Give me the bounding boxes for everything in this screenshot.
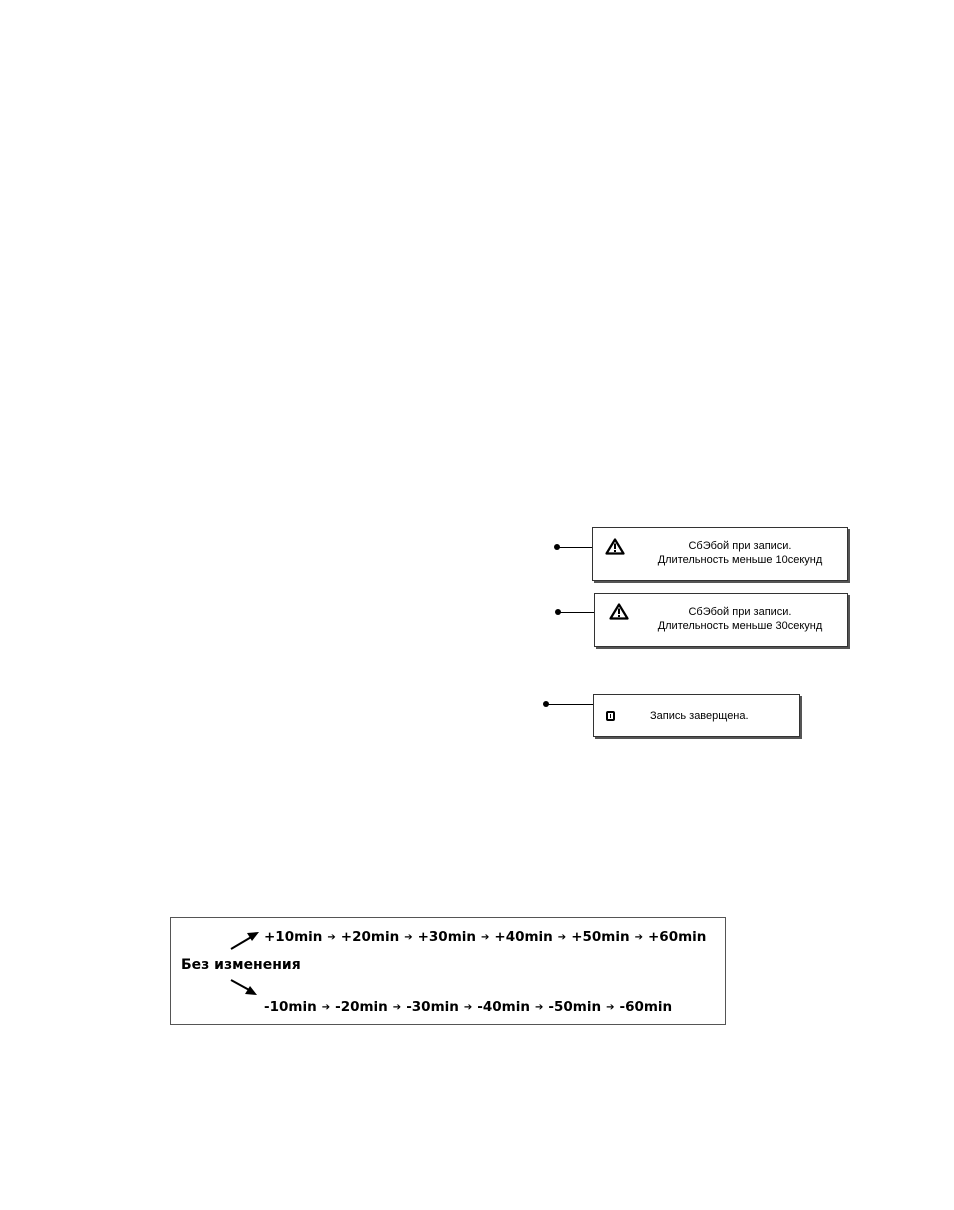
step-plus-10: +10min bbox=[264, 929, 323, 945]
time-adjust-panel bbox=[170, 917, 726, 1025]
message-text: Запись заверщена. bbox=[650, 710, 749, 722]
message-text bbox=[643, 605, 837, 633]
leader-line bbox=[557, 547, 592, 548]
arrow-right-icon: ➔ bbox=[392, 1001, 402, 1013]
arrow-right-icon: ➔ bbox=[321, 1001, 331, 1013]
step-minus-40: -40min bbox=[477, 999, 530, 1015]
arrow-right-icon: ➔ bbox=[463, 1001, 473, 1013]
warning-icon bbox=[609, 603, 629, 620]
info-icon bbox=[606, 711, 615, 721]
leader-line bbox=[558, 612, 594, 613]
arrow-down-right-icon bbox=[229, 978, 261, 998]
arrow-up-right-icon bbox=[229, 931, 261, 951]
leader-line bbox=[546, 704, 593, 705]
message-box bbox=[594, 593, 848, 647]
step-plus-60: +60min bbox=[647, 929, 707, 945]
step-minus-60: -60min bbox=[619, 999, 673, 1015]
arrow-right-icon: ➔ bbox=[634, 931, 643, 943]
message-line-2: Длительность меньше 10секунд bbox=[657, 554, 823, 566]
step-plus-40: +40min bbox=[494, 929, 553, 945]
step-plus-20: +20min bbox=[340, 929, 400, 945]
message-line-1: СбЭбой при записи. bbox=[688, 606, 792, 618]
step-minus-30: -30min bbox=[406, 999, 459, 1015]
step-plus-50: +50min bbox=[571, 929, 630, 945]
minus-steps-row bbox=[264, 999, 672, 1015]
warning-icon bbox=[605, 538, 625, 555]
plus-steps-row bbox=[264, 929, 706, 945]
arrow-right-icon: ➔ bbox=[557, 931, 567, 943]
arrow-right-icon: ➔ bbox=[606, 1001, 615, 1013]
message-box bbox=[593, 694, 800, 737]
center-label: Без изменения bbox=[181, 957, 301, 973]
message-line-2: Длительность меньше 30секунд bbox=[657, 620, 823, 632]
step-minus-10: -10min bbox=[264, 999, 317, 1015]
step-minus-50: -50min bbox=[548, 999, 602, 1015]
step-plus-30: +30min bbox=[417, 929, 476, 945]
step-minus-20: -20min bbox=[335, 999, 388, 1015]
message-text bbox=[643, 539, 837, 567]
arrow-right-icon: ➔ bbox=[404, 931, 413, 943]
arrow-right-icon: ➔ bbox=[481, 931, 490, 943]
arrow-right-icon: ➔ bbox=[534, 1001, 544, 1013]
arrow-right-icon: ➔ bbox=[327, 931, 336, 943]
message-line-1: СбЭбой при записи. bbox=[688, 540, 792, 552]
message-box bbox=[592, 527, 848, 581]
